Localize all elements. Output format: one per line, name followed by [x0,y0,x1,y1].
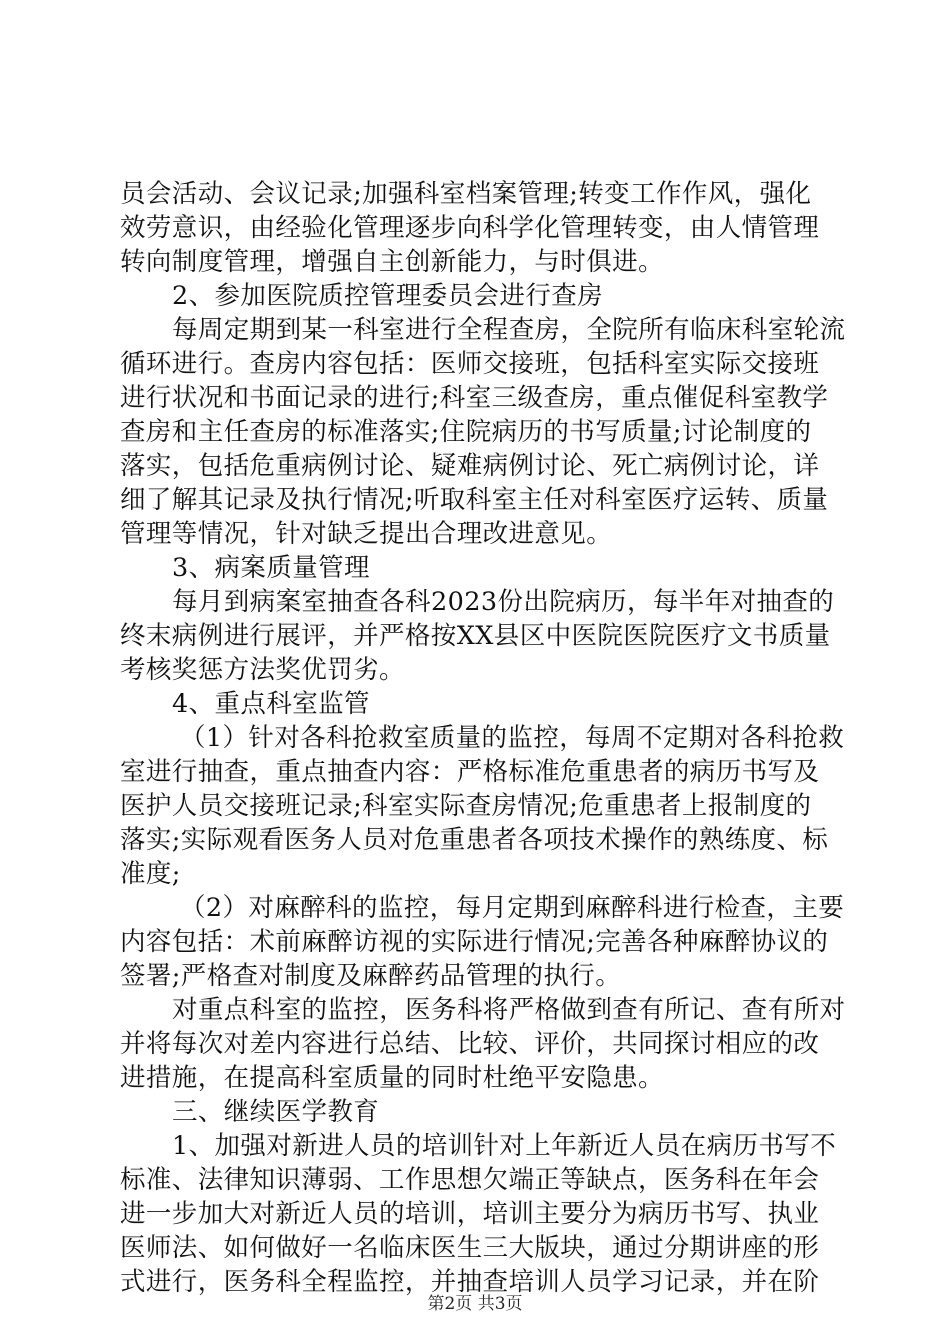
page-footer: 第2页 共3页 [427,1294,523,1314]
text-line: 终末病例进行展评，并严格按XX县区中医院医院医疗文书质量 [120,621,831,651]
text-line: 式进行，医务科全程监控，并抽查培训人员学习记录，并在阶 [120,1267,820,1297]
text-line: 标准、法律知识薄弱、工作思想欠端正等缺点，医务科在年会 [120,1165,820,1195]
text-line: 内容包括：术前麻醉访视的实际进行情况;完善各种麻醉协议的 [120,927,829,957]
text-line: 落实，包括危重病例讨论、疑难病例讨论、死亡病例讨论，详 [120,451,820,481]
text-line: 落实;实际观看医务人员对危重患者各项技术操作的熟练度、标 [120,825,829,855]
text-line: 进措施，在提高科室质量的同时杜绝平安隐患。 [120,1063,664,1093]
text-line: 循环进行。查房内容包括：医师交接班，包括科室实际交接班 [120,349,820,379]
text-line: 每月到病案室抽查各科2023份出院病历，每半年对抽查的 [172,587,835,617]
section-heading: 2、参加医院质控管理委员会进行查房 [172,281,604,311]
text-line: 进行状况和书面记录的进行;科室三级查房，重点催促科室教学 [120,383,829,413]
section-heading: 三、继续医学教育 [172,1097,380,1127]
text-line: 转向制度管理，增强自主创新能力，与时俱进。 [120,247,664,277]
text-line: （1）针对各科抢救室质量的监控，每周不定期对各科抢救 [180,723,845,753]
text-line: 细了解其记录及执行情况;听取科室主任对科室医疗运转、质量 [120,485,829,515]
text-line: 准度; [120,859,181,889]
text-line: 医护人员交接班记录;科室实际查房情况;危重患者上报制度的 [120,791,812,821]
text-line: 查房和主任查房的标准落实;住院病历的书写质量;讨论制度的 [120,417,812,447]
text-line: 效劳意识，由经验化管理逐步向科学化管理转变，由人情管理 [120,213,820,243]
text-line: 每周定期到某一科室进行全程查房，全院所有临床科室轮流 [172,315,846,345]
text-line: 对重点科室的监控，医务科将严格做到查有所记、查有所对 [172,995,846,1025]
text-line: 医师法、如何做好一名临床医生三大版块，通过分期讲座的形 [120,1233,820,1263]
section-heading: 3、病案质量管理 [172,553,370,583]
text-line: （2）对麻醉科的监控，每月定期到麻醉科进行检查，主要 [180,893,845,923]
text-line: 员会活动、会议记录;加强科室档案管理;转变工作作风，强化 [120,179,812,209]
section-heading: 4、重点科室监管 [172,689,370,719]
text-line: 考核奖惩方法奖优罚劣。 [120,655,405,685]
text-line: 1、加强对新进人员的培训针对上年新近人员在病历书写不 [172,1131,837,1161]
text-line: 签署;严格查对制度及麻醉药品管理的执行。 [120,961,622,991]
text-line: 室进行抽查，重点抽查内容：严格标准危重患者的病历书写及 [120,757,820,787]
text-line: 管理等情况，针对缺乏提出合理改进意见。 [120,519,613,549]
text-line: 进一步加大对新近人员的培训，培训主要分为病历书写、执业 [120,1199,820,1229]
text-line: 并将每次对差内容进行总结、比较、评价，共同探讨相应的改 [120,1029,820,1059]
